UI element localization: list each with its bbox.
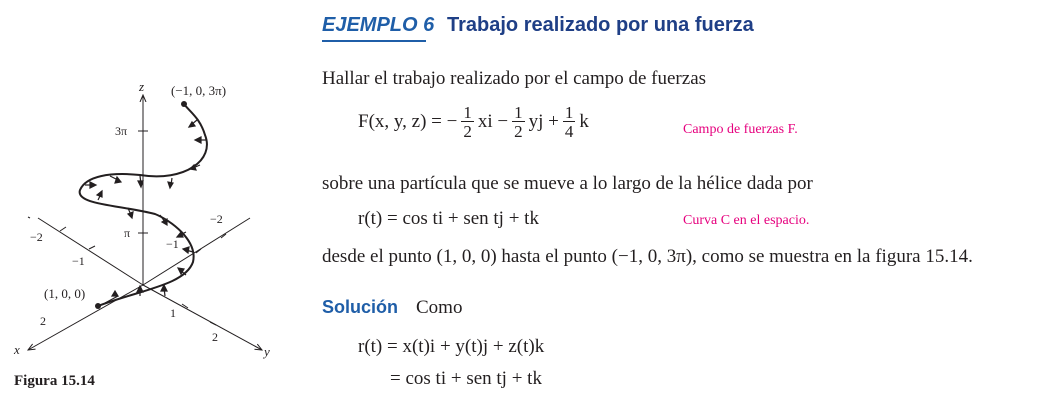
y-axis-label: y	[264, 344, 270, 359]
helix-figure	[0, 60, 300, 370]
y-tick-2: 2	[212, 330, 218, 344]
y-tick-neg2: −2	[210, 212, 223, 226]
end-point	[181, 101, 187, 107]
example-title: Trabajo realizado por una fuerza	[447, 14, 754, 36]
force-equation	[358, 104, 589, 140]
force-term-z: k	[579, 111, 589, 132]
solution-line-1: r(t) = x(t)i + y(t)j + z(t)k	[358, 336, 545, 357]
x-axis-label: x	[14, 342, 20, 357]
solution-text: Como	[416, 297, 463, 318]
helix-equation: r(t) = cos ti + sen tj + tk	[358, 208, 539, 229]
y-axis-back	[143, 218, 250, 285]
start-point	[95, 303, 101, 309]
fraction-one-half-a: $\frac{1}{2}$	[463, 103, 472, 141]
end-point-label: (−1, 0, 3π)	[171, 83, 227, 98]
path-text: desde el punto (1, 0, 0) hasta el punto (−1, 0, 3π), como se muestra en la figura 15.14.	[322, 246, 973, 267]
x-tick-neg1: −1	[72, 254, 85, 268]
force-lhs: F(x, y, z) = −	[358, 111, 458, 132]
z-axis-label: z	[139, 79, 145, 94]
start-point-label: (1, 0, 0)	[44, 286, 86, 301]
z-tick-3pi: 3π	[115, 124, 128, 138]
force-term-x: xi −	[477, 111, 509, 132]
intro-text: Hallar el trabajo realizado por el campo de fuerzas	[322, 68, 707, 89]
fraction-one-quarter: $\frac{1}{4}$	[564, 103, 574, 141]
x-axis	[28, 217, 30, 218]
y-tick-neg1: −1	[166, 237, 179, 251]
particle-text: sobre una partícula que se mueve a lo largo de la hélice dada por	[322, 173, 813, 194]
x-tick-1: 1	[170, 306, 176, 320]
solution-heading: Solución	[322, 297, 398, 317]
x-tick-2: 2	[40, 314, 46, 328]
force-note: Campo de fuerzas F.	[683, 122, 798, 137]
example-label: EJEMPLO 6	[322, 14, 435, 36]
example-rule	[322, 40, 426, 42]
force-term-y: yj +	[528, 111, 559, 132]
solution-line-2: = cos ti + sen tj + tk	[390, 368, 542, 389]
x-tick-neg2: −2	[30, 230, 43, 244]
fraction-one-half-b: $\frac{1}{2}$	[514, 103, 523, 141]
curve-note: Curva C en el espacio.	[683, 213, 810, 228]
z-tick-pi: π	[124, 226, 131, 240]
figure-caption: Figura 15.14	[14, 373, 95, 389]
y-axis-front	[143, 285, 262, 350]
